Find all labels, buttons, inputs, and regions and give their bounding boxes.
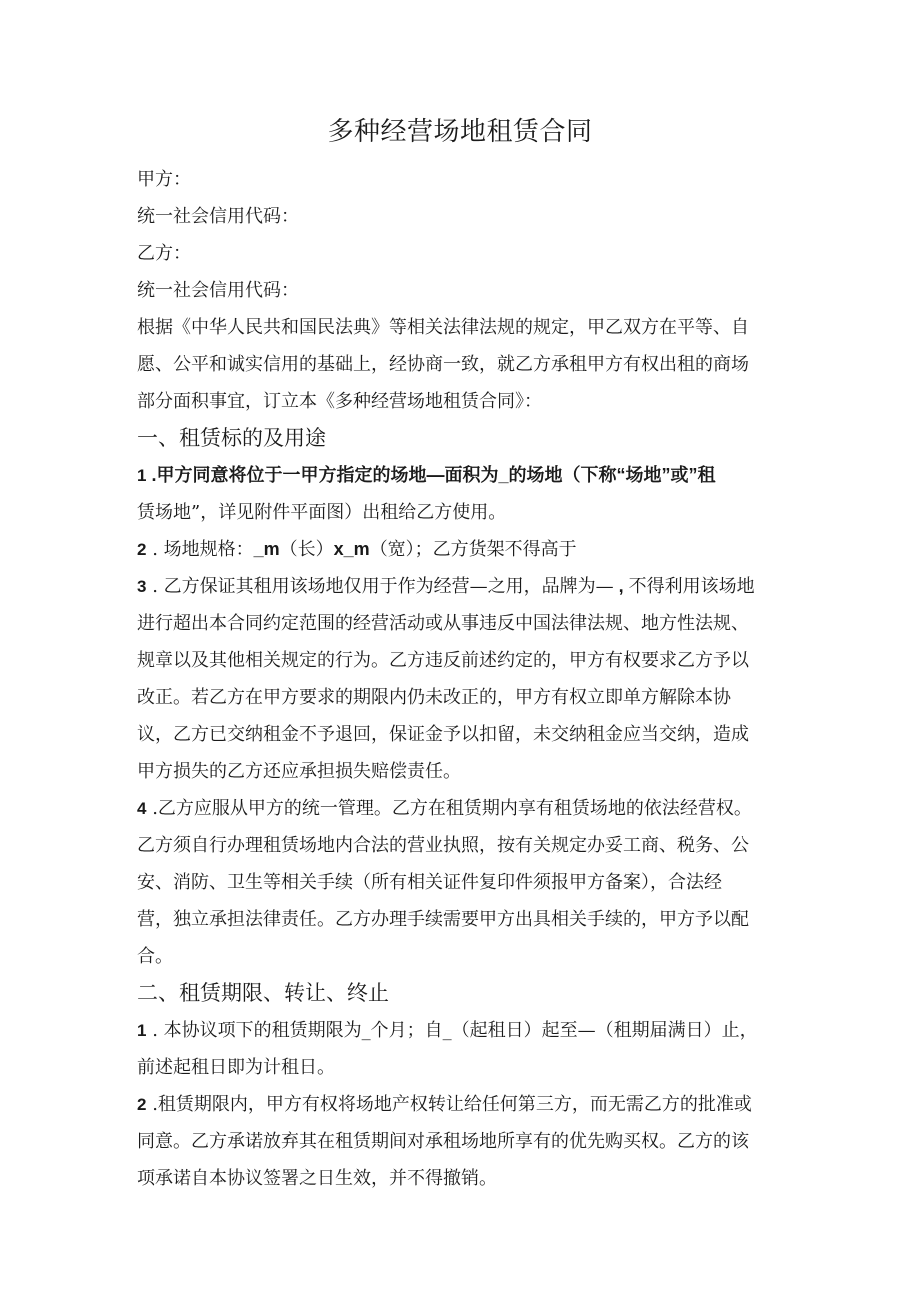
document-body <box>137 161 787 1197</box>
clause-number: 2 <box>137 540 147 559</box>
clause-1-3-continuation: 甲方损失的乙方还应承担损失赔偿责任。 <box>137 761 461 782</box>
clause-1-4-continuation: 乙方须自行办理租赁场地内合法的营业执照，按有关规定办妥工商、税务、公 <box>137 835 749 856</box>
width-label: （宽）；乙方货架不得高于 <box>369 539 577 560</box>
clause-1-3-continuation: 规章以及其他相关规定的行为。乙方违反前述约定的，甲方有权要求乙方予以 <box>137 650 749 671</box>
clause-number: 2 <box>137 1095 147 1114</box>
party-b-label: 乙方： <box>137 243 191 264</box>
length-label: （长） <box>279 539 334 560</box>
clause-1-4-line <box>137 790 787 827</box>
clause-text: .乙方应服从甲方的统一管理。乙方在租赁期内享有租赁场地的依法经营权。 <box>146 798 752 819</box>
clause-2-2-continuation: 同意。乙方承诺放弃其在租赁期间对承租场地所享有的优先购买权。乙方的该 <box>137 1131 749 1152</box>
section-heading-2: 二、租赁期限、转让、终止 <box>137 981 389 1005</box>
clause-separator: , <box>613 576 629 596</box>
clause-2-2-line <box>137 1086 787 1123</box>
clause-text: . 本协议项下的租赁期限为_个月；自_（起租日）起至—（租期届满日）止， <box>146 1020 758 1041</box>
clause-text: .甲方同意将位于一甲方指定的场地—面积为_的场地（下称“场地”或”租 <box>146 465 716 485</box>
length-value: _m <box>253 539 280 559</box>
clause-1-3-continuation: 进行超出本合同约定范围的经营活动或从事违反中国法律法规、地方性法规、 <box>137 613 749 634</box>
clause-1-3-continuation: 议，乙方已交纳租金不予退回，保证金予以扣留，未交纳租金应当交纳，造成 <box>137 724 749 745</box>
clause-1-3-line <box>137 568 787 605</box>
party-a-credit-code-label: 统一社会信用代码： <box>137 206 299 227</box>
clause-text: .租赁期限内，甲方有权将场地产权转让给任何第三方，而无需乙方的批准或 <box>146 1094 752 1115</box>
party-b-credit-code-label: 统一社会信用代码： <box>137 280 299 301</box>
clause-text: . 场地规格： <box>146 539 254 560</box>
document-title: 多种经营场地租赁合同 <box>327 117 593 147</box>
clause-2-1-continuation: 前述起租日即为计租日。 <box>137 1057 335 1078</box>
clause-1-3-continuation: 改正。若乙方在甲方要求的期限内仍未改正的，甲方有权立即单方解除本协 <box>137 687 731 708</box>
clause-text: 不得利用该场地 <box>628 576 755 597</box>
clause-1-1-continuation: 赁场地”，详见附件平面图）出租给乙方使用。 <box>137 502 507 523</box>
section-heading-1: 一、租赁标的及用途 <box>137 426 326 450</box>
clause-1-4-continuation: 合。 <box>137 946 173 967</box>
clause-1-4-continuation: 营，独立承担法律责任。乙方办理手续需要甲方出具相关手续的，甲方予以配 <box>137 909 749 930</box>
clause-number: 3 <box>137 577 147 596</box>
clause-2-1-line <box>137 1012 787 1049</box>
clause-2-2-continuation: 项承诺自本协议签署之日生效，并不得撤销。 <box>137 1168 497 1189</box>
clause-text: . 乙方保证其租用该场地仅用于作为经营—之用，品牌为— <box>146 576 614 597</box>
preamble-line: 根据《中华人民共和国民法典》等相关法律法规的规定，甲乙双方在平等、自 <box>137 317 749 338</box>
clause-1-2-line <box>137 531 787 568</box>
party-a-label: 甲方： <box>137 169 191 190</box>
clause-1-1-line <box>137 457 787 494</box>
preamble-line: 部分面积事宜，订立本《多种经营场地租赁合同》： <box>137 391 542 412</box>
width-value: x_m <box>333 539 370 559</box>
preamble-line: 愿、公平和诚实信用的基础上，经协商一致，就乙方承租甲方有权出租的商场 <box>137 354 749 375</box>
clause-number: 1 <box>137 466 147 485</box>
clause-number: 4 <box>137 799 147 818</box>
clause-number: 1 <box>137 1021 147 1040</box>
clause-1-4-continuation: 安、消防、卫生等相关手续（所有相关证件复印件须报甲方备案），合法经 <box>137 872 722 893</box>
